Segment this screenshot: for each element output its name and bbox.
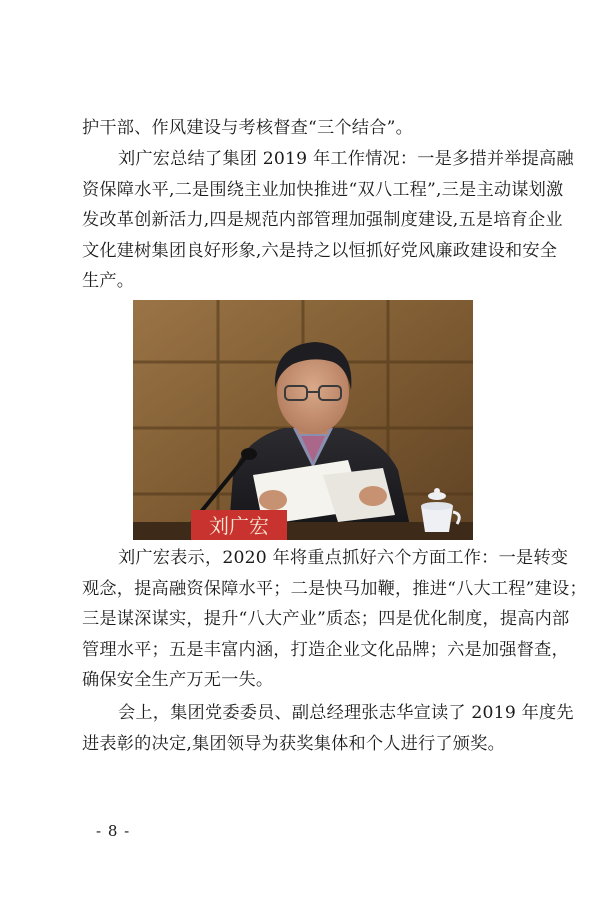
text-line: 文化建树集团良好形象,六是持之以恒抓好党风廉政建设和安全 xyxy=(82,240,558,261)
nameplate-text: 刘广宏 xyxy=(209,514,269,538)
text-line: 管理水平；五是丰富内涵，打造企业文化品牌；六是加强督查， xyxy=(82,639,569,660)
text-line: 会上，集团党委委员、副总经理张志华宣读了 2019 年度先 xyxy=(118,703,574,723)
text-line: 发改革创新活力,四是规范内部管理加强制度建设,五是培育企业 xyxy=(82,210,563,230)
paragraph-2020-plan xyxy=(82,543,587,696)
paragraph-awards xyxy=(82,698,574,759)
text-line: 生产。 xyxy=(82,271,135,291)
text-line: 确保安全生产万无一失。 xyxy=(82,670,274,690)
speaker-photo xyxy=(133,300,473,540)
text-line: 刘广宏表示，2020 年将重点抓好六个方面工作：一是转变 xyxy=(118,548,569,568)
text-line: 护干部、作风建设与考核督查“三个结合”。 xyxy=(82,118,413,138)
page-number: - 8 - xyxy=(96,822,131,840)
text-line: 三是谋深谋实，提升“八大产业”质态；四是优化制度，提高内部 xyxy=(82,609,570,629)
text-line: 观念，提高融资保障水平；二是快马加鞭，推进“八大工程”建设； xyxy=(82,578,587,599)
text-line: 资保障水平,二是围绕主业加快推进“双八工程”,三是主动谋划激 xyxy=(82,179,564,200)
paragraph-2019-summary xyxy=(82,144,574,297)
text-line: 刘广宏总结了集团 2019 年工作情况：一是多措并举提高融 xyxy=(118,149,574,169)
text-line: 进表彰的决定,集团领导为获奖集体和个人进行了颁奖。 xyxy=(82,733,505,754)
paragraph-continuation xyxy=(82,113,526,144)
